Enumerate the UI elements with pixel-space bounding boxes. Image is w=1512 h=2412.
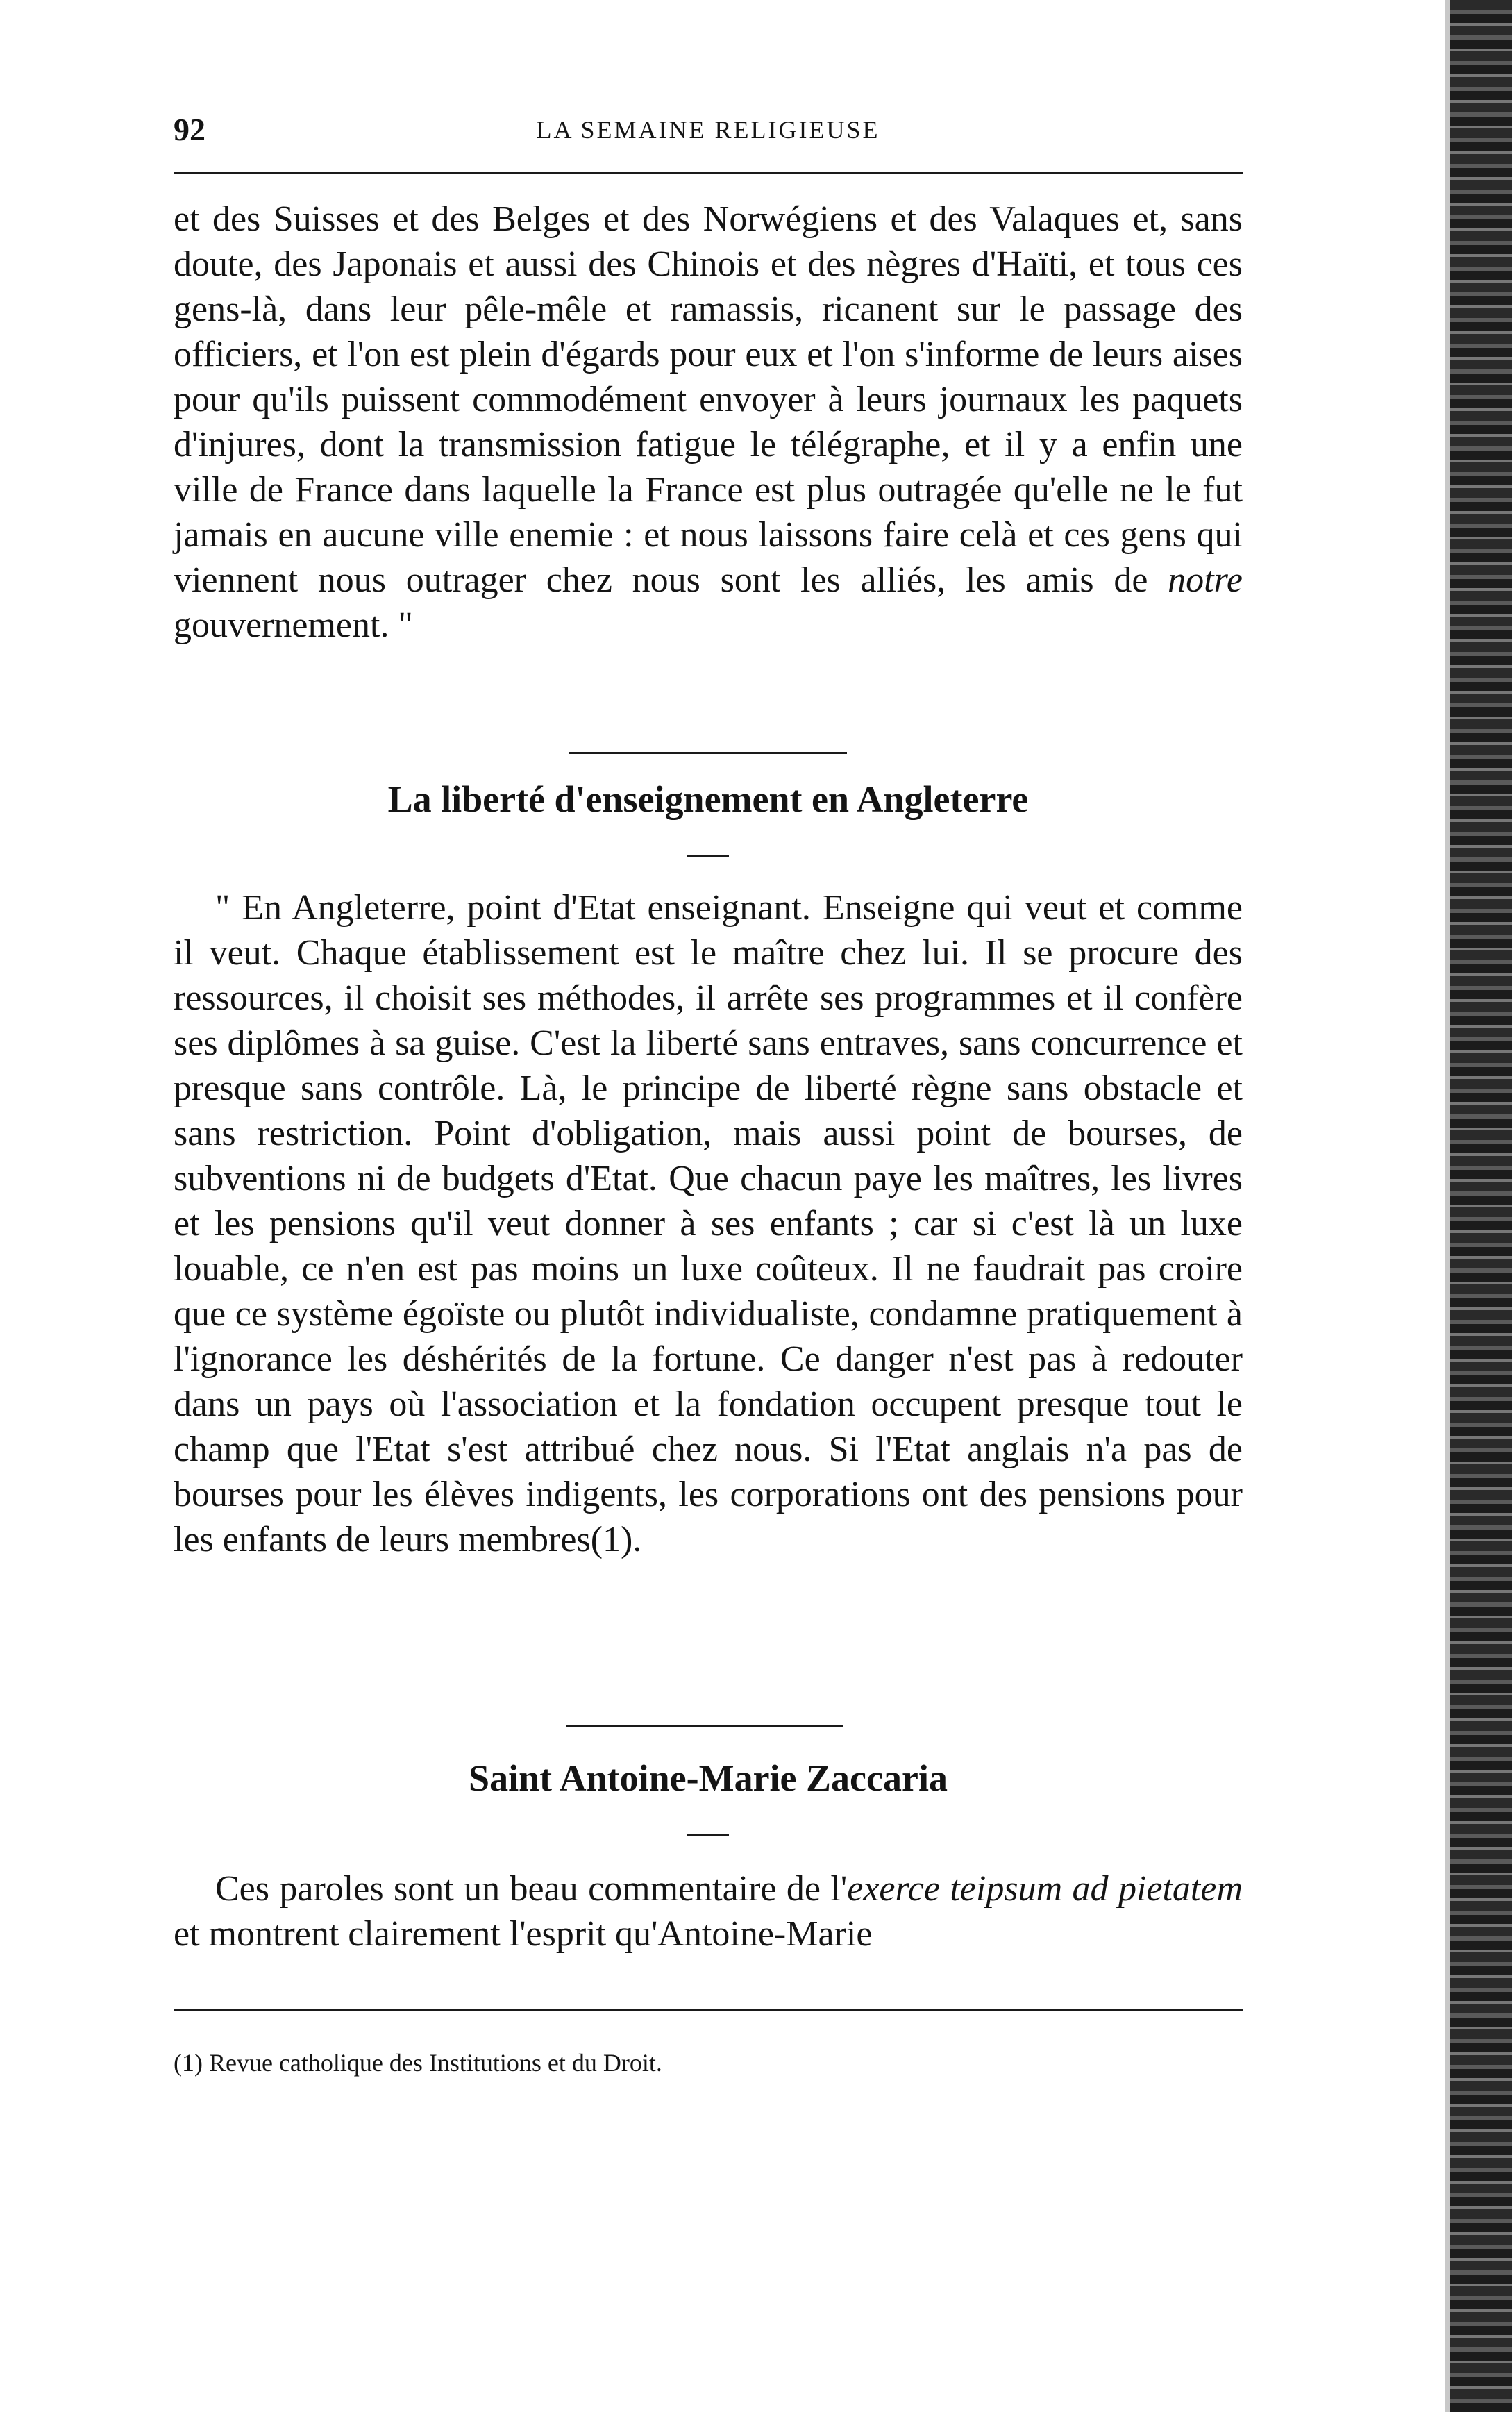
heading-dash xyxy=(687,855,729,857)
running-title: LA SEMAINE RELIGIEUSE xyxy=(536,116,880,144)
section-2-text xyxy=(174,885,1243,1562)
footnote: (1) Revue catholique des Institutions et du Droit. xyxy=(174,2049,662,2077)
section-divider xyxy=(566,1725,843,1727)
section-1-emphasis: notre xyxy=(1168,560,1243,600)
section-1-tail: gouvernement. " xyxy=(174,605,413,645)
section-3-heading: Saint Antoine-Marie Zaccaria xyxy=(469,1757,948,1799)
section-3-text xyxy=(174,1866,1243,1957)
scan-binding-edge xyxy=(1450,0,1512,2412)
footnote-rule xyxy=(174,2009,1243,2011)
page-number: 92 xyxy=(174,112,205,147)
section-1-paragraph xyxy=(174,196,1243,648)
section-3-paragraph xyxy=(174,1866,1243,1957)
section-3-emphasis: exerce teipsum ad pietatem xyxy=(847,1869,1243,1909)
section-1-body: et des Suisses et des Belges et des Norwégiens et des Valaques et, sans doute, des Japonais et aussi des Chinois et des nègres d'Haïti, et tous ces gens-là, dans leur pêle-mêle et ramassis, ricanent sur le passage des officiers, et l'on est plein d'égards pour eux et l'on s'informe de leurs aises pour qu'ils puissent commodément envoyer à leurs journaux les paquets d'injures, dont la transmission fatigue le télégraphe, et il y a enfin une ville de France dans laquelle la France est plus outragée qu'elle ne le fut jamais en aucune ville enemie : et nous laissons faire celà et ces gens qui viennent nous outrager chez nous sont les alliés, les amis de xyxy=(174,199,1243,600)
section-2-paragraph: " En Angleterre, point d'Etat enseignant. Enseigne qui veut et comme il veut. Chaque établissement est le maître chez lui. Il se procure des ressources, il choisit ses méthodes, il arrête ses programmes et il confère ses diplômes à sa guise. C'est la liberté sans entraves, sans concurrence et presque sans contrôle. Là, le principe de liberté règne sans obstacle et sans restriction. Point d'obligation, mais aussi point de bourses, de subventions ni de budgets d'Etat. Que chacun paye les maîtres, les livres et les pensions qu'il veut donner à ses enfants ; car si c'est là un luxe louable, ce n'en est pas moins un luxe coûteux. Il ne faudrait pas croire que ce système égoïste ou plutôt individualiste, condamne pratiquement à l'ignorance les déshérités de la fortune. Ce danger n'est pas à redouter dans un pays où l'association et la fondation occupent presque tout le champ que l'Etat s'est attribué chez nous. Si l'Etat anglais n'a pas de bourses pour les élèves indigents, les corporations ont des pensions pour les enfants de leurs membres(1). xyxy=(174,888,1243,1559)
page-header xyxy=(174,111,1243,160)
section-3-body: Ces paroles sont un beau commentaire de l' xyxy=(215,1869,848,1909)
section-1-text xyxy=(174,196,1243,648)
section-divider xyxy=(569,752,847,754)
header-rule xyxy=(174,172,1243,174)
heading-dash xyxy=(687,1834,729,1836)
section-3-tail: et montrent clairement l'esprit qu'Antoine-Marie xyxy=(174,1914,873,1954)
section-2-heading: La liberté d'enseignement en Angleterre xyxy=(387,778,1029,820)
